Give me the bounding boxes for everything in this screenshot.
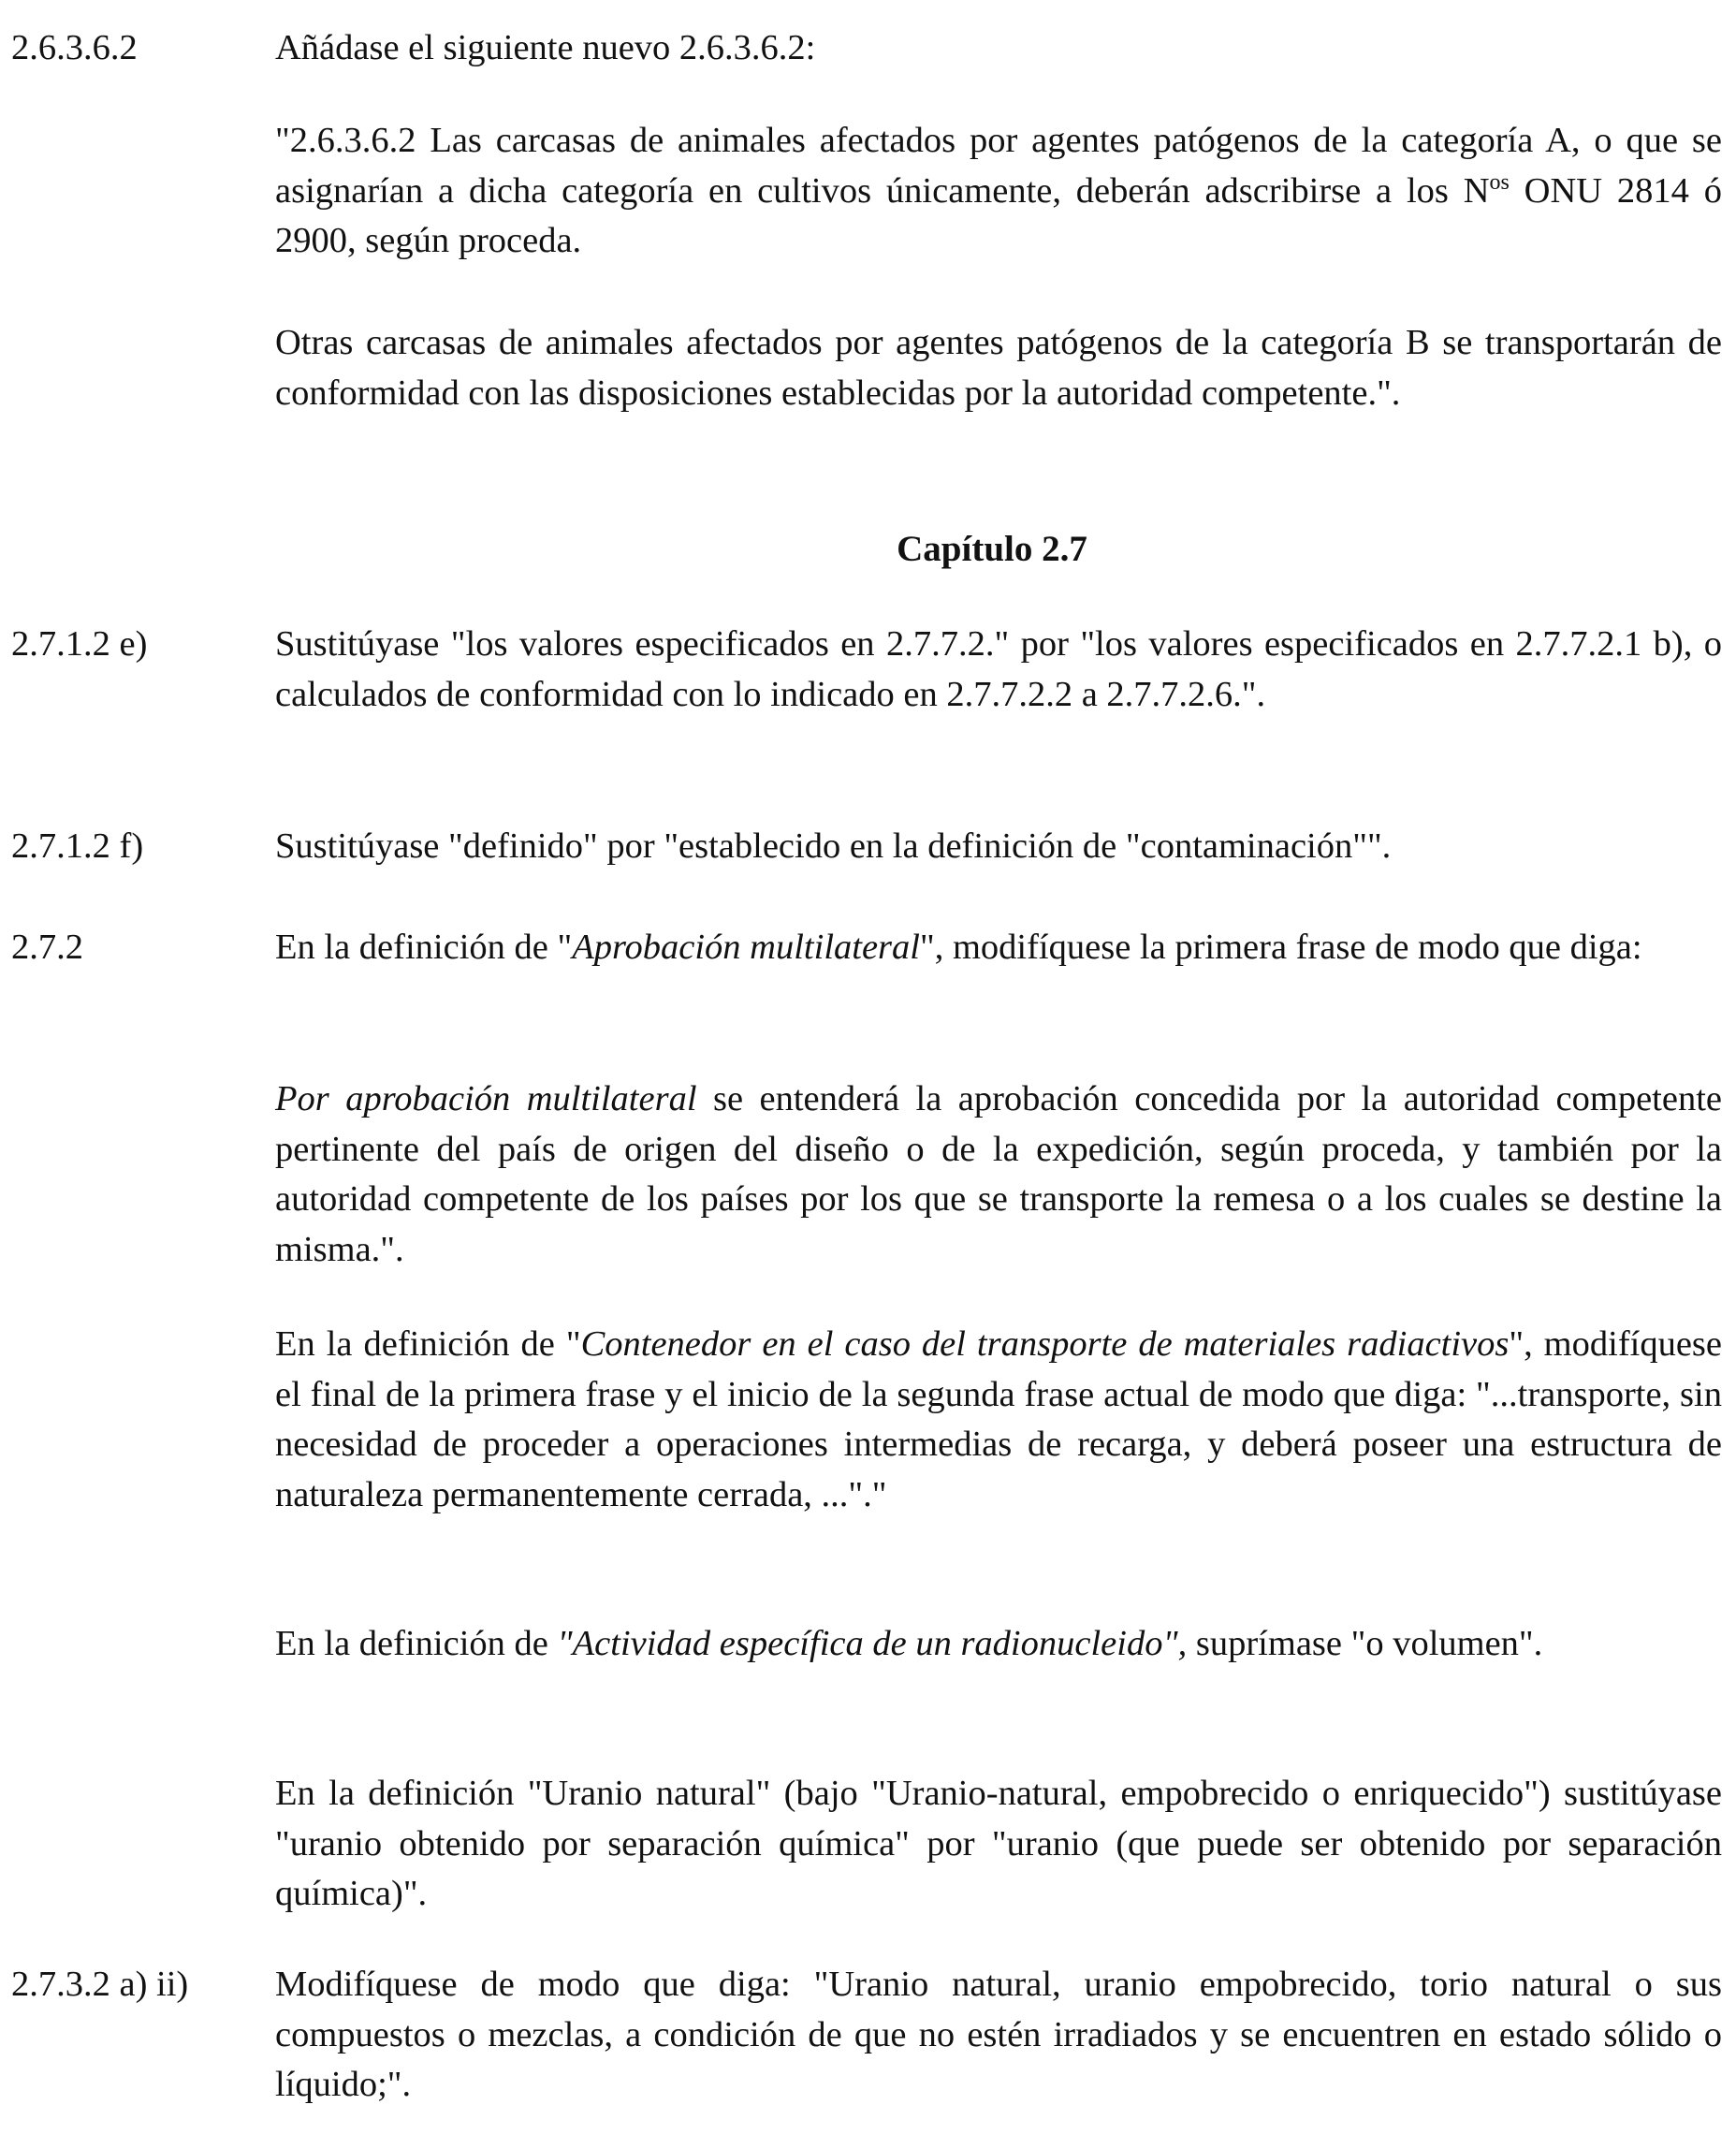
amendment-text: Modifíquese de modo que diga: "Uranio natural, uranio empobrecido, torio natural o sus compuestos o mezclas, a condición de que no estén irradiados y se encuentren en estado sólido o líquido;". <box>275 1965 1722 2104</box>
section-number: 2.7.3.2 a) ii) <box>11 1965 189 2004</box>
italic-term: "Actividad específica de un radionucleido", <box>557 1624 1188 1663</box>
text-run: ", modifíquese la primera frase de modo que diga: <box>920 928 1642 967</box>
amendment-text <box>275 1320 1722 1520</box>
paragraph-text: "2.6.3.6.2 Las carcasas de animales afectados por agentes patógenos de la categoría A, o que se asignarían a dicha categoría en cultivos únicamente, deberán adscribirse a los N <box>275 121 1722 211</box>
quoted-paragraph <box>275 1074 1722 1275</box>
superscript: os <box>1489 169 1510 195</box>
text-run: En la definición de " <box>275 928 573 967</box>
italic-term: Contenedor en el caso del transporte de materiales radiactivos <box>580 1324 1510 1364</box>
amendment-text: Sustitúyase "los valores especificados en 2.7.7.2." por "los valores especificados en 2.7.7.2.1 b), o calculados de conformidad con lo indicado en 2.7.7.2.2 a 2.7.7.2.6.". <box>275 624 1722 714</box>
amendment-text: Sustitúyase "definido" por "establecido en la definición de "contaminación"". <box>275 826 1392 866</box>
chapter-heading: Capítulo 2.7 <box>897 529 1087 569</box>
section-number: 2.7.1.2 e) <box>11 624 148 664</box>
text-run: En la definición de <box>275 1624 558 1663</box>
text-run: se entenderá la aprobación concedida por la autoridad competente pertinente del país de origen del diseño o de la expedición, según proceda, y también por la autoridad competente de los países por los que se transporte la remesa o a los cuales se destine la misma.". <box>275 1079 1722 1269</box>
text-run: suprímase "o volumen". <box>1187 1624 1543 1663</box>
paragraph-text: Otras carcasas de animales afectados por agentes patógenos de la categoría B se transportarán de conformidad con las disposiciones establecidas por la autoridad competente.". <box>275 323 1722 413</box>
italic-term: Aprobación multilateral <box>572 928 920 967</box>
section-number: 2.6.3.6.2 <box>11 28 138 67</box>
amendment-instruction: Añádase el siguiente nuevo 2.6.3.6.2: <box>275 28 816 67</box>
paragraph-text: ONU 2814 ó 2900, según proceda. <box>275 170 1722 260</box>
text-run: ", modifíquese el final de la primera frase y el inicio de la segunda frase actual de modo que diga: "...transporte, sin necesidad de proceder a operaciones intermedias de recarga, y deberá poseer una estructura de naturaleza permanentemente cerrada, ..."." <box>275 1324 1723 1514</box>
amendment-text: En la definición "Uranio natural" (bajo "Uranio-natural, empobrecido o enriquecido") sustitúyase "uranio obtenido por separación química" por "uranio (que puede ser obtenido por separación química)". <box>275 1774 1722 1913</box>
text-run: En la definición de " <box>275 1324 581 1364</box>
quoted-paragraph <box>275 318 1722 418</box>
section-number: 2.7.1.2 f) <box>11 826 144 866</box>
italic-term: Por aprobación multilateral <box>275 1079 697 1118</box>
section-number: 2.7.2 <box>11 928 83 967</box>
amendment-text <box>275 1619 1722 1670</box>
quoted-paragraph <box>275 116 1722 267</box>
amendment-text <box>275 923 1722 973</box>
